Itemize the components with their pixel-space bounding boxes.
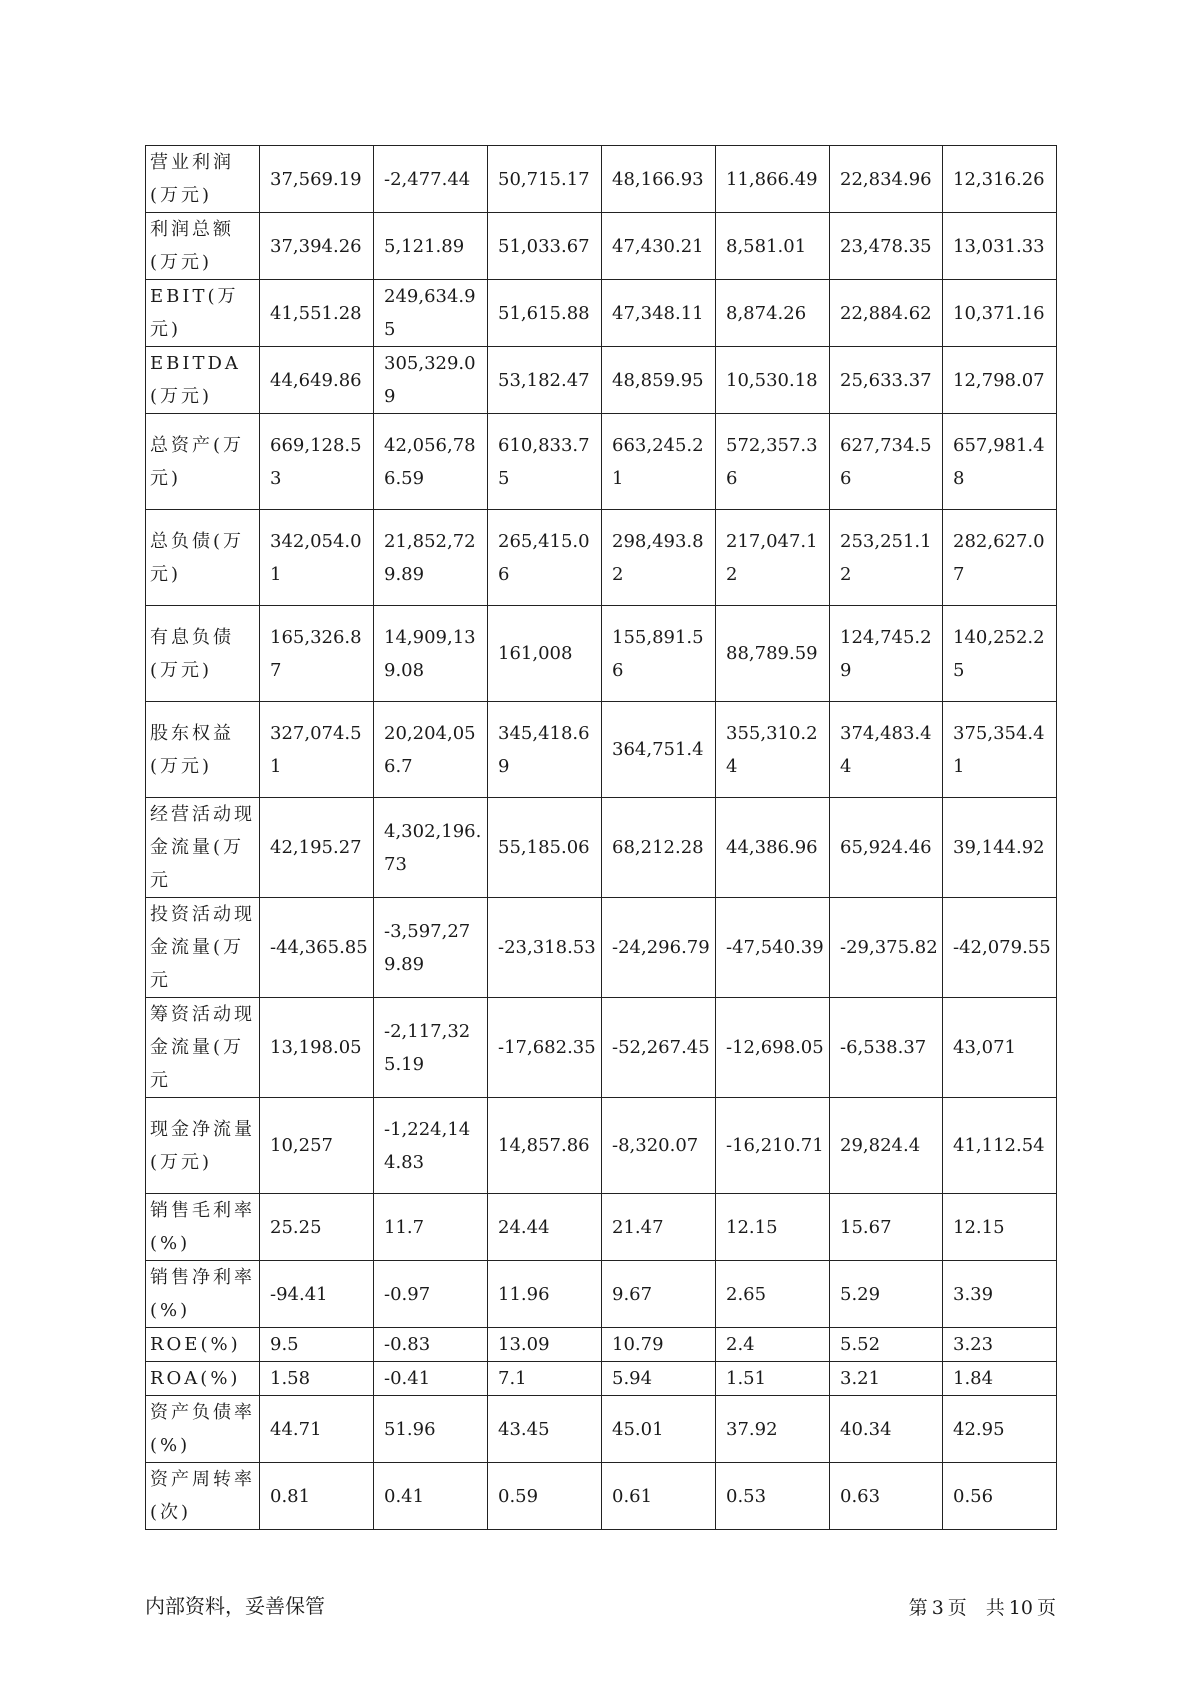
table-cell: 364,751.4 xyxy=(602,702,716,798)
table-cell: 48,859.95 xyxy=(602,347,716,414)
table-cell: 40.34 xyxy=(830,1396,943,1463)
table-cell: 249,634.95 xyxy=(374,280,488,347)
table-cell: 65,924.46 xyxy=(830,798,943,898)
table-cell: 5.52 xyxy=(830,1328,943,1362)
table-cell: 88,789.59 xyxy=(716,606,830,702)
table-cell: 15.67 xyxy=(830,1194,943,1261)
table-cell: 22,884.62 xyxy=(830,280,943,347)
table-cell: -94.41 xyxy=(260,1261,374,1328)
row-label: 投资活动现金流量(万元 xyxy=(146,898,260,998)
table-cell: -6,538.37 xyxy=(830,998,943,1098)
table-cell: 161,008 xyxy=(488,606,602,702)
table-cell: 0.59 xyxy=(488,1463,602,1530)
table-cell: -16,210.71 xyxy=(716,1098,830,1194)
table-cell: -17,682.35 xyxy=(488,998,602,1098)
table-cell: 53,182.47 xyxy=(488,347,602,414)
table-cell: 298,493.82 xyxy=(602,510,716,606)
table-cell: 29,824.4 xyxy=(830,1098,943,1194)
table-cell: 45.01 xyxy=(602,1396,716,1463)
table-cell: 13.09 xyxy=(488,1328,602,1362)
table-cell: -8,320.07 xyxy=(602,1098,716,1194)
table-cell: 0.56 xyxy=(943,1463,1057,1530)
table-cell: 51,033.67 xyxy=(488,213,602,280)
table-cell: 21.47 xyxy=(602,1194,716,1261)
table-cell: 42,056,786.59 xyxy=(374,414,488,510)
table-cell: 327,074.51 xyxy=(260,702,374,798)
table-row xyxy=(146,1362,1057,1396)
table-cell: 265,415.06 xyxy=(488,510,602,606)
table-cell: 47,348.11 xyxy=(602,280,716,347)
row-label: EBITDA(万元) xyxy=(146,347,260,414)
table-cell: 37.92 xyxy=(716,1396,830,1463)
table-cell: 14,857.86 xyxy=(488,1098,602,1194)
financial-data-table xyxy=(145,145,1057,1530)
row-label: 股东权益(万元) xyxy=(146,702,260,798)
table-cell: 374,483.44 xyxy=(830,702,943,798)
table-cell: 8,581.01 xyxy=(716,213,830,280)
table-cell: 124,745.29 xyxy=(830,606,943,702)
table-cell: 14,909,139.08 xyxy=(374,606,488,702)
table-cell: -42,079.55 xyxy=(943,898,1057,998)
footer-confidential-note: 内部资料，妥善保管 xyxy=(145,1594,325,1618)
row-label: 经营活动现金流量(万元 xyxy=(146,798,260,898)
table-cell: 1.51 xyxy=(716,1362,830,1396)
table-cell: -24,296.79 xyxy=(602,898,716,998)
page-total: 10 xyxy=(1008,1597,1033,1619)
table-row xyxy=(146,146,1057,213)
table-cell: -0.97 xyxy=(374,1261,488,1328)
row-label: 营业利润(万元) xyxy=(146,146,260,213)
table-cell: 253,251.12 xyxy=(830,510,943,606)
page-suffix: 页 xyxy=(1036,1597,1056,1619)
table-cell: 42,195.27 xyxy=(260,798,374,898)
table-cell: 1.58 xyxy=(260,1362,374,1396)
table-cell: 12,798.07 xyxy=(943,347,1057,414)
table-cell: 13,198.05 xyxy=(260,998,374,1098)
table-cell: 10,530.18 xyxy=(716,347,830,414)
table-cell: 43.45 xyxy=(488,1396,602,1463)
table-cell: 41,551.28 xyxy=(260,280,374,347)
table-cell: -1,224,144.83 xyxy=(374,1098,488,1194)
table-cell: -3,597,279.89 xyxy=(374,898,488,998)
table-cell: 0.81 xyxy=(260,1463,374,1530)
table-cell: 9.67 xyxy=(602,1261,716,1328)
table-cell: 8,874.26 xyxy=(716,280,830,347)
row-label: ROA(%) xyxy=(146,1362,260,1396)
table-row xyxy=(146,280,1057,347)
table-cell: 47,430.21 xyxy=(602,213,716,280)
table-cell: 0.41 xyxy=(374,1463,488,1530)
table-cell: 0.61 xyxy=(602,1463,716,1530)
table-row xyxy=(146,898,1057,998)
table-cell: -44,365.85 xyxy=(260,898,374,998)
table-cell: 25.25 xyxy=(260,1194,374,1261)
table-cell: 140,252.25 xyxy=(943,606,1057,702)
row-label: ROE(%) xyxy=(146,1328,260,1362)
page-mid: 页 共 xyxy=(947,1597,1005,1619)
table-cell: 10,257 xyxy=(260,1098,374,1194)
table-cell: 25,633.37 xyxy=(830,347,943,414)
table-cell: 375,354.41 xyxy=(943,702,1057,798)
table-cell: 51.96 xyxy=(374,1396,488,1463)
table-cell: 610,833.75 xyxy=(488,414,602,510)
table-cell: 43,071 xyxy=(943,998,1057,1098)
table-cell: 37,569.19 xyxy=(260,146,374,213)
table-cell: 44,649.86 xyxy=(260,347,374,414)
table-cell: 50,715.17 xyxy=(488,146,602,213)
table-cell: 0.63 xyxy=(830,1463,943,1530)
table-cell: 2.4 xyxy=(716,1328,830,1362)
table-cell: 41,112.54 xyxy=(943,1098,1057,1194)
table-cell: -47,540.39 xyxy=(716,898,830,998)
table-cell: 22,834.96 xyxy=(830,146,943,213)
page-prefix: 第 xyxy=(908,1597,928,1619)
table-cell: -12,698.05 xyxy=(716,998,830,1098)
footer-page-number xyxy=(905,1593,1056,1620)
table-cell: 12,316.26 xyxy=(943,146,1057,213)
row-label: 销售毛利率(%) xyxy=(146,1194,260,1261)
table-cell: 1.84 xyxy=(943,1362,1057,1396)
table-cell: 11,866.49 xyxy=(716,146,830,213)
table-row xyxy=(146,998,1057,1098)
table-cell: 282,627.07 xyxy=(943,510,1057,606)
table-cell: 572,357.36 xyxy=(716,414,830,510)
table-cell: -0.83 xyxy=(374,1328,488,1362)
table-row xyxy=(146,1261,1057,1328)
row-label: 利润总额(万元) xyxy=(146,213,260,280)
table-cell: 68,212.28 xyxy=(602,798,716,898)
row-label: 总负债(万元) xyxy=(146,510,260,606)
table-cell: -29,375.82 xyxy=(830,898,943,998)
table-row xyxy=(146,510,1057,606)
table-cell: 10.79 xyxy=(602,1328,716,1362)
table-cell: -2,117,325.19 xyxy=(374,998,488,1098)
table-cell: 51,615.88 xyxy=(488,280,602,347)
table-row xyxy=(146,213,1057,280)
table-cell: 3.39 xyxy=(943,1261,1057,1328)
table-cell: 37,394.26 xyxy=(260,213,374,280)
table-cell: 165,326.87 xyxy=(260,606,374,702)
table-cell: -0.41 xyxy=(374,1362,488,1396)
table-cell: 305,329.09 xyxy=(374,347,488,414)
table-cell: 13,031.33 xyxy=(943,213,1057,280)
table-cell: 7.1 xyxy=(488,1362,602,1396)
row-label: EBIT(万元) xyxy=(146,280,260,347)
table-cell: 345,418.69 xyxy=(488,702,602,798)
row-label: 筹资活动现金流量(万元 xyxy=(146,998,260,1098)
table-cell: 12.15 xyxy=(716,1194,830,1261)
row-label: 总资产(万元) xyxy=(146,414,260,510)
table-cell: 9.5 xyxy=(260,1328,374,1362)
table-row xyxy=(146,1098,1057,1194)
table-cell: -23,318.53 xyxy=(488,898,602,998)
table-cell: 24.44 xyxy=(488,1194,602,1261)
table-cell: 44.71 xyxy=(260,1396,374,1463)
table-cell: 217,047.12 xyxy=(716,510,830,606)
table-cell: 39,144.92 xyxy=(943,798,1057,898)
table-cell: 23,478.35 xyxy=(830,213,943,280)
table-cell: 44,386.96 xyxy=(716,798,830,898)
table-row xyxy=(146,1396,1057,1463)
table-cell: 627,734.56 xyxy=(830,414,943,510)
table-cell: 20,204,056.7 xyxy=(374,702,488,798)
table-row xyxy=(146,1328,1057,1362)
table-cell: 11.96 xyxy=(488,1261,602,1328)
table-row xyxy=(146,702,1057,798)
row-label: 资产周转率(次) xyxy=(146,1463,260,1530)
table-cell: 10,371.16 xyxy=(943,280,1057,347)
table-cell: 669,128.53 xyxy=(260,414,374,510)
table-cell: -52,267.45 xyxy=(602,998,716,1098)
table-cell: -2,477.44 xyxy=(374,146,488,213)
table-cell: 5,121.89 xyxy=(374,213,488,280)
row-label: 有息负债(万元) xyxy=(146,606,260,702)
table-row xyxy=(146,1463,1057,1530)
table-cell: 21,852,729.89 xyxy=(374,510,488,606)
table-cell: 55,185.06 xyxy=(488,798,602,898)
row-label: 销售净利率(%) xyxy=(146,1261,260,1328)
table-cell: 5.29 xyxy=(830,1261,943,1328)
row-label: 现金净流量(万元) xyxy=(146,1098,260,1194)
table-cell: 657,981.48 xyxy=(943,414,1057,510)
table-row xyxy=(146,347,1057,414)
table-cell: 663,245.21 xyxy=(602,414,716,510)
page-current: 3 xyxy=(931,1597,944,1619)
table-cell: 0.53 xyxy=(716,1463,830,1530)
table-cell: 48,166.93 xyxy=(602,146,716,213)
row-label: 资产负债率(%) xyxy=(146,1396,260,1463)
table-cell: 4,302,196.73 xyxy=(374,798,488,898)
table-row xyxy=(146,1194,1057,1261)
table-cell: 2.65 xyxy=(716,1261,830,1328)
table-cell: 11.7 xyxy=(374,1194,488,1261)
table-row xyxy=(146,414,1057,510)
table-cell: 12.15 xyxy=(943,1194,1057,1261)
table-cell: 355,310.24 xyxy=(716,702,830,798)
table-row xyxy=(146,798,1057,898)
table-cell: 3.23 xyxy=(943,1328,1057,1362)
table-cell: 155,891.56 xyxy=(602,606,716,702)
table-cell: 342,054.01 xyxy=(260,510,374,606)
table-cell: 42.95 xyxy=(943,1396,1057,1463)
table-row xyxy=(146,606,1057,702)
table-cell: 3.21 xyxy=(830,1362,943,1396)
table-cell: 5.94 xyxy=(602,1362,716,1396)
